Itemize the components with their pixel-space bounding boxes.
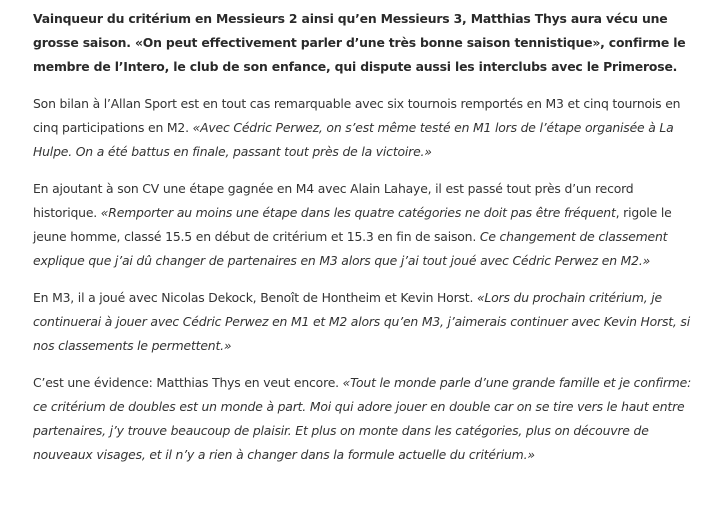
article-paragraph-3: [33, 286, 701, 358]
paragraph-quote: «Lors du prochain critérium, je continuerai à jouer avec Cédric Perwez en M1 et M2 alors qu’en M3, j’aimerais continuer avec Kevin Horst, si nos classements le permettent.»: [33, 290, 690, 353]
article-paragraph-4: [33, 371, 701, 467]
paragraph-text: En M3, il a joué avec Nicolas Dekock, Benoît de Hontheim et Kevin Horst.: [33, 290, 477, 305]
paragraph-text: Son bilan à l’Allan Sport est en tout cas remarquable avec six tournois remportés en M3 et cinq tournois en cinq participations en M2.: [33, 96, 681, 135]
article-paragraph-1: [33, 92, 701, 164]
paragraph-quote: Ce changement de classement explique que j’ai dû changer de partenaires en M3 alors que j’ai tout joué avec Cédric Perwez en M2.»: [33, 229, 668, 268]
paragraph-quote: «Remporter au moins une étape dans les quatre catégories ne doit pas être fréquent: [100, 205, 616, 220]
article-paragraph-2: [33, 177, 701, 273]
paragraph-quote: «Avec Cédric Perwez, on s’est même testé en M1 lors de l’étape organisée à La Hulpe. On a été battus en finale, passant tout près de la victoire.»: [33, 120, 674, 159]
paragraph-text: En ajoutant à son CV une étape gagnée en M4 avec Alain Lahaye, il est passé tout près d’un record historique.: [33, 181, 634, 220]
paragraph-text: , rigole le jeune homme, classé 15.5 en début de critérium et 15.3 en fin de saison.: [33, 205, 672, 244]
article-body: [33, 7, 701, 467]
paragraph-text: C’est une évidence: Matthias Thys en veut encore.: [33, 375, 343, 390]
article-lead: Vainqueur du critérium en Messieurs 2 ainsi qu’en Messieurs 3, Matthias Thys aura vécu une grosse saison. «On peut effectivement parler d’une très bonne saison tennistique», confirme le membre de l’Intero, le club de son enfance, qui dispute aussi les interclubs avec le Primerose.: [33, 11, 686, 74]
paragraph-quote: «Tout le monde parle d’une grande famille et je confirme: ce critérium de doubles est un monde à part. Moi qui adore jouer en double car on se tire vers le haut entre partenaires, j’y trouve beaucoup de plaisir. Et plus on monte dans les catégories, plus on découvre de nouveaux visages, et il n’y a rien à changer dans la formule actuelle du critérium.»: [33, 375, 692, 462]
